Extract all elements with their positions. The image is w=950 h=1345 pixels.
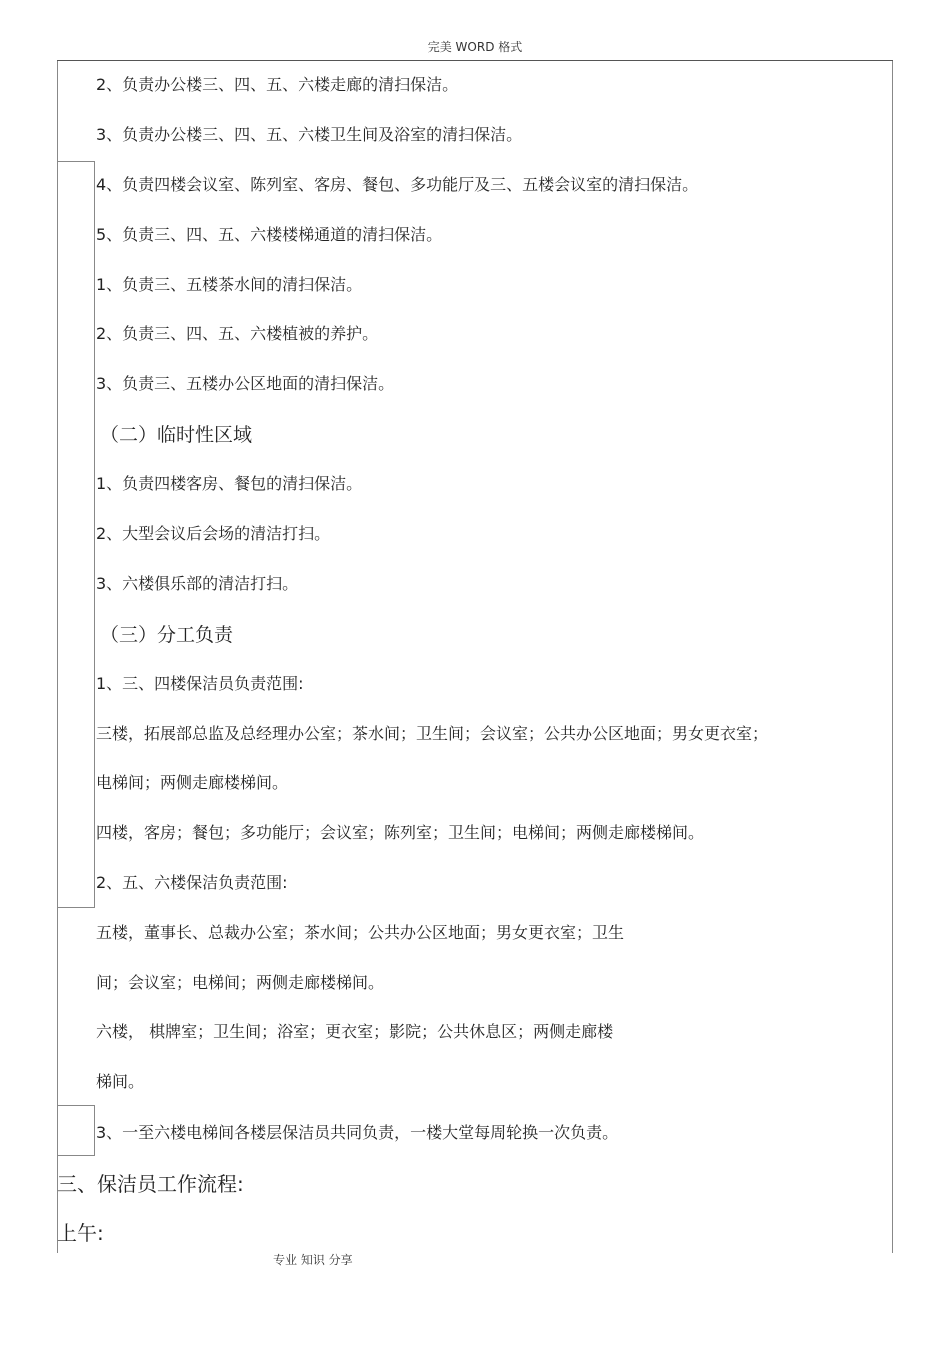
list-item: 1、三、四楼保洁员负责范围: bbox=[96, 674, 304, 693]
list-item: 3、负责三、五楼办公区地面的清扫保洁。 bbox=[96, 374, 395, 393]
list-item: 3、一至六楼电梯间各楼层保洁员共同负责，一楼大堂每周轮换一次负责。 bbox=[96, 1123, 619, 1142]
paragraph-line: 梯间。 bbox=[96, 1072, 145, 1091]
list-item: 2、大型会议后会场的清洁打扫。 bbox=[96, 524, 331, 543]
table-cell-border bbox=[57, 161, 95, 908]
paragraph-line: 六楼， 棋牌室；卫生间；浴室；更衣室；影院；公共休息区；两侧走廊楼 bbox=[96, 1022, 614, 1041]
chapter-heading: 三、保洁员工作流程: bbox=[57, 1172, 244, 1196]
section-heading: （二）临时性区域 bbox=[100, 424, 253, 446]
table-cell-border bbox=[57, 1105, 95, 1156]
page-header: 完美 WORD 格式 bbox=[427, 40, 523, 54]
table-border-right bbox=[892, 61, 893, 1253]
paragraph-line: 四楼，客房；餐包；多功能厅；会议室；陈列室；卫生间；电梯间；两侧走廊楼梯间。 bbox=[96, 823, 705, 842]
header-rule bbox=[57, 60, 893, 61]
list-item: 2、负责三、四、五、六楼植被的养护。 bbox=[96, 324, 379, 343]
list-item: 1、负责三、五楼茶水间的清扫保洁。 bbox=[96, 275, 363, 294]
list-item: 2、五、六楼保洁负责范围: bbox=[96, 873, 288, 892]
list-item: 2、负责办公楼三、四、五、六楼走廊的清扫保洁。 bbox=[96, 75, 459, 94]
list-item: 4、负责四楼会议室、陈列室、客房、餐包、多功能厅及三、五楼会议室的清扫保洁。 bbox=[96, 175, 699, 194]
section-heading: （三）分工负责 bbox=[100, 624, 234, 646]
list-item: 5、负责三、四、五、六楼楼梯通道的清扫保洁。 bbox=[96, 225, 443, 244]
paragraph-line: 电梯间；两侧走廊楼梯间。 bbox=[96, 773, 289, 792]
list-item: 3、六楼俱乐部的清洁打扫。 bbox=[96, 574, 299, 593]
list-item: 1、负责四楼客房、餐包的清扫保洁。 bbox=[96, 474, 363, 493]
subheading: 上午: bbox=[57, 1221, 104, 1245]
page-footer: 专业 知识 分享 bbox=[273, 1253, 353, 1267]
list-item: 3、负责办公楼三、四、五、六楼卫生间及浴室的清扫保洁。 bbox=[96, 125, 523, 144]
paragraph-line: 三楼，拓展部总监及总经理办公室；茶水间；卫生间；会议室；公共办公区地面；男女更衣室； bbox=[96, 724, 769, 743]
paragraph-line: 五楼，董事长、总裁办公室；茶水间；公共办公区地面；男女更衣室；卫生 bbox=[96, 923, 625, 942]
paragraph-line: 间；会议室；电梯间；两侧走廊楼梯间。 bbox=[96, 973, 385, 992]
